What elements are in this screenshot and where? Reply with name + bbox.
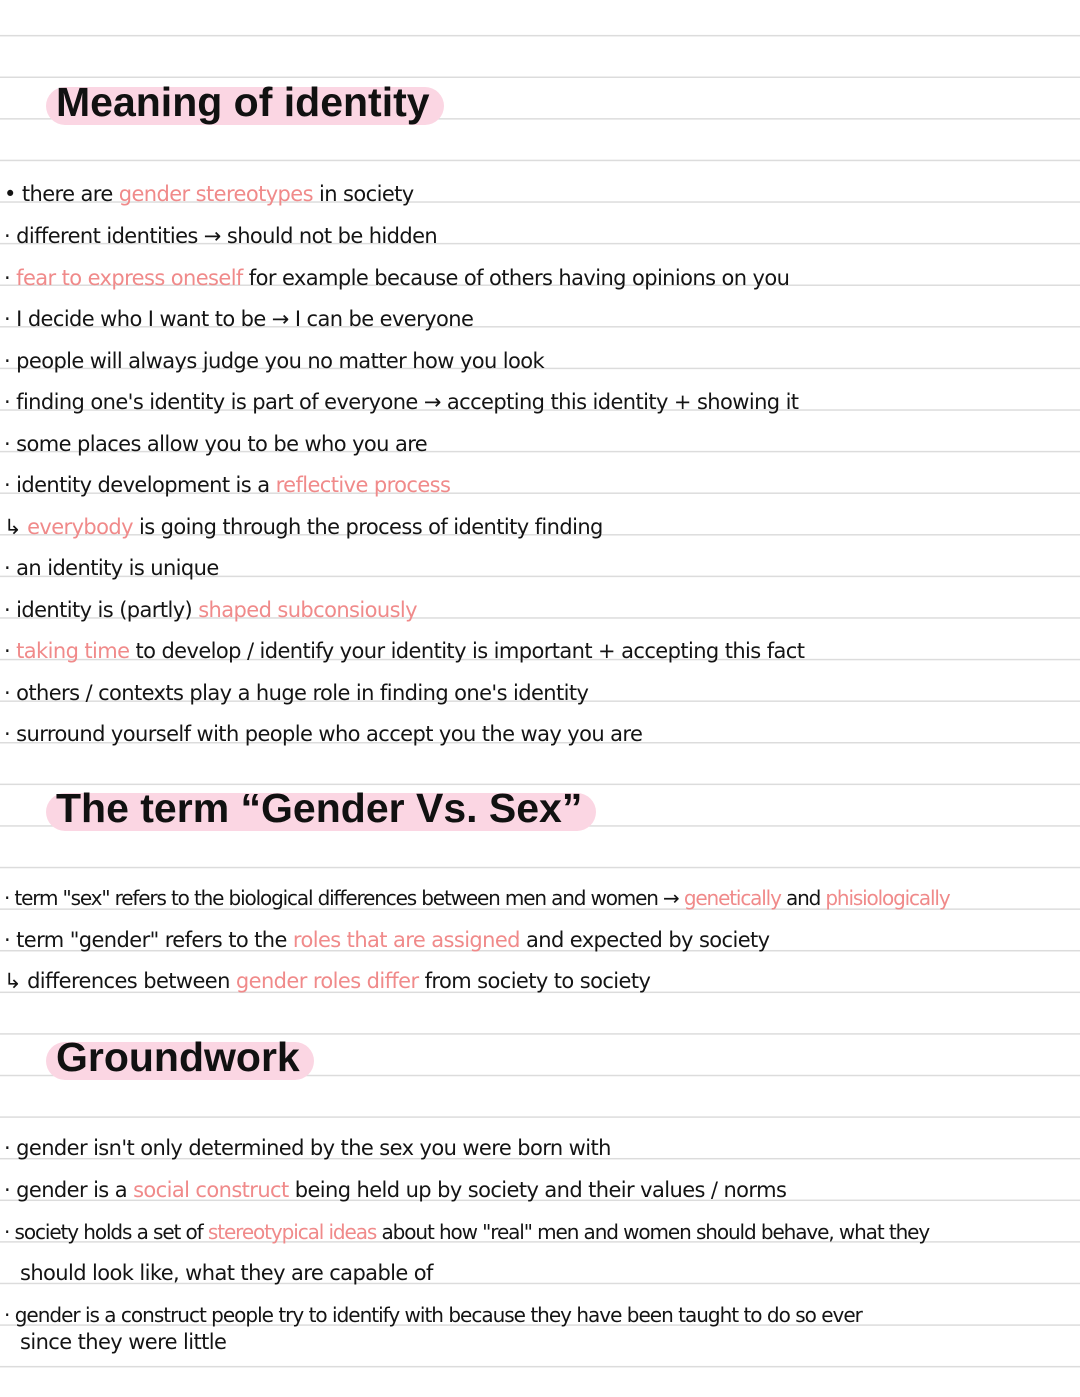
note-line: · gender is a social construct being held up by society and their values / norms (4, 1178, 787, 1202)
note-line: · different identities → should not be hidden (4, 224, 438, 248)
note-line: · I decide who I want to be → I can be everyone (4, 307, 474, 331)
note-line: · gender isn't only determined by the sex you were born with (4, 1136, 611, 1160)
note-line: · term "sex" refers to the biological differences between men and women → genetically and phisiologically (4, 886, 950, 910)
note-line: ↳ everybody is going through the process of identity finding (4, 515, 603, 539)
heading-text: Groundwork (56, 1034, 300, 1080)
note-line: · people will always judge you no matter how you look (4, 349, 545, 373)
note-line: · society holds a set of stereotypical ideas about how "real" men and women should behave, what they (4, 1220, 930, 1244)
note-line: · some places allow you to be who you are (4, 432, 428, 456)
note-line: · taking time to develop / identify your identity is important + accepting this fact (4, 639, 805, 663)
heading-text: The term “Gender Vs. Sex” (56, 785, 583, 831)
note-line: · gender is a construct people try to identify with because they have been taught to do so ever (4, 1303, 862, 1327)
section-heading-identity (56, 78, 430, 126)
note-line-continued: since they were little (20, 1330, 227, 1354)
note-line: · finding one's identity is part of everyone → accepting this identity + showing it (4, 390, 799, 414)
note-line: · term "gender" refers to the roles that are assigned and expected by society (4, 928, 770, 952)
note-line: · surround yourself with people who accept you the way you are (4, 722, 643, 746)
section-heading-groundwork (56, 1033, 300, 1081)
note-line: · identity development is a reflective process (4, 473, 451, 497)
note-line: · others / contexts play a huge role in finding one's identity (4, 681, 589, 705)
note-line-continued: should look like, what they are capable of (20, 1261, 433, 1285)
heading-text: Meaning of identity (56, 79, 430, 125)
note-line: ↳ differences between gender roles differ from society to society (4, 969, 651, 993)
note-line: • there are gender stereotypes in society (4, 182, 414, 206)
note-line: · fear to express oneself for example because of others having opinions on you (4, 266, 790, 290)
note-line: · identity is (partly) shaped subconsiously (4, 598, 417, 622)
section-heading-gender-vs-sex (56, 784, 582, 832)
note-line: · an identity is unique (4, 556, 219, 580)
